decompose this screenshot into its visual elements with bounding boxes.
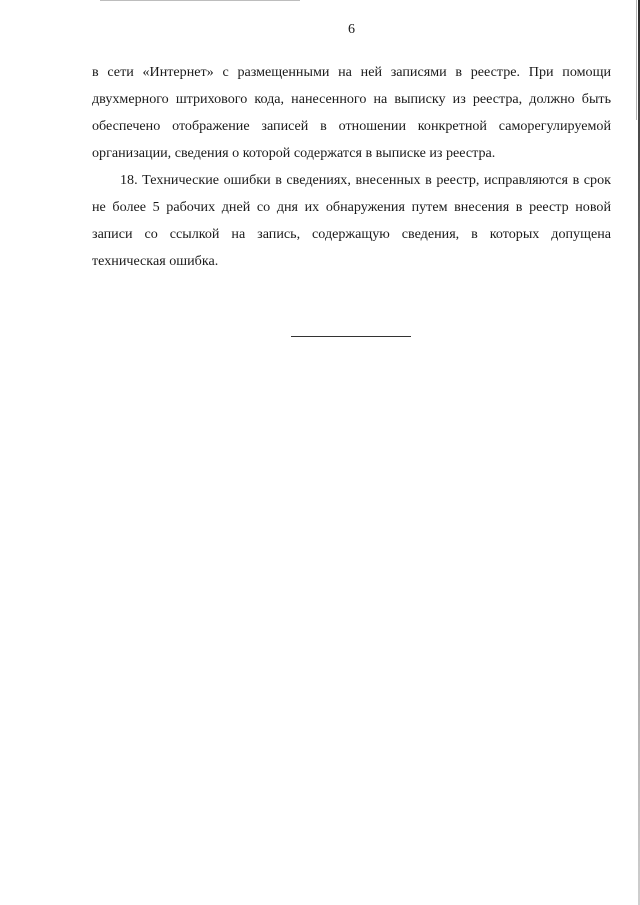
end-of-document-rule <box>291 336 411 337</box>
scan-artifact-top-line <box>100 0 300 1</box>
paragraph-item-18: 18. Технические ошибки в сведениях, внесенных в реестр, исправляются в срок не более 5 рабочих дней со дня их обнаружения путем внесения в реестр новой записи со ссылкой на запись, содержащую сведения, в которых допущена техническая ошибка. <box>92 172 611 269</box>
page-number: 6 <box>348 22 355 37</box>
scan-artifact-right-edge-inner <box>636 0 637 120</box>
document-body <box>92 59 611 275</box>
paragraph-continuation: в сети «Интернет» с размещенными на ней записями в реестре. При помощи двухмерного штрихового кода, нанесенного на выписку из реестра, должно быть обеспечено отображение записей в отношении конкретной саморегулируемой организации, сведения о которой содержатся в выписке из реестра. <box>92 64 611 161</box>
